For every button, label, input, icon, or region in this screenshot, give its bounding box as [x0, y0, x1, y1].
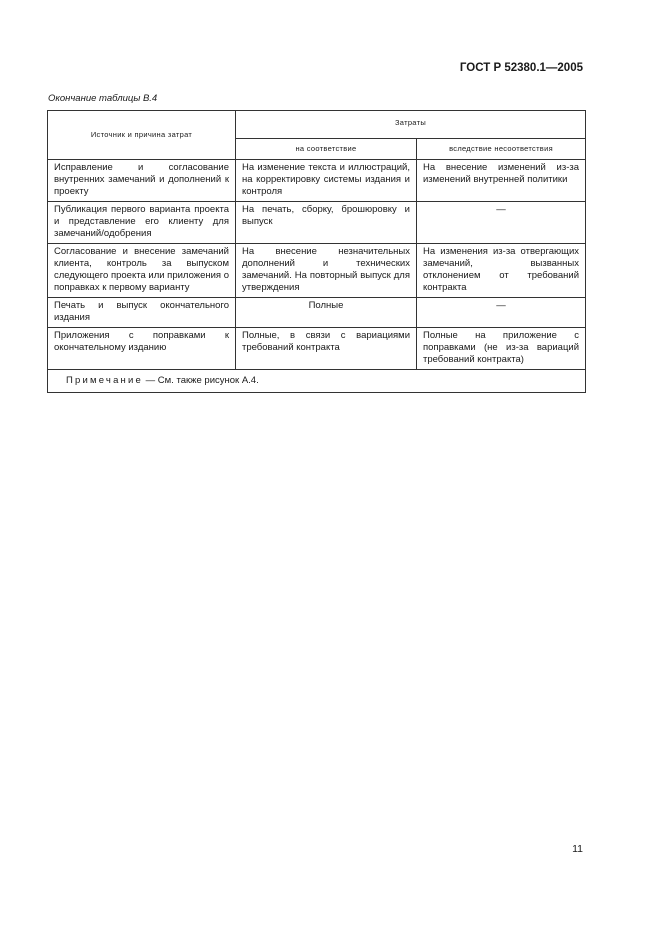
cell-nonconform: На изменения из-за отвергающих замечаний, вызванных отклонением от требований контракта: [417, 244, 586, 298]
header-nonconform: вследствие несоответствия: [417, 139, 586, 160]
costs-table: [47, 110, 586, 393]
table-caption: Окончание таблицы В.4: [48, 93, 158, 104]
cell-conform: Полные: [236, 298, 417, 328]
header-costs: Затраты: [236, 111, 586, 139]
note-text: — См. также рисунок А.4.: [143, 375, 259, 386]
cell-source: Печать и выпуск окончательного издания: [48, 298, 236, 328]
table-row: [48, 298, 586, 328]
note-label: Примечание: [66, 375, 143, 386]
cell-conform: На внесение незначительных дополнений и технических замечаний. На повторный выпуск для утверждения: [236, 244, 417, 298]
table-row: [48, 160, 586, 202]
table-row: [48, 328, 586, 370]
cell-conform: На печать, сборку, брошюровку и выпуск: [236, 202, 417, 244]
cell-conform: Полные, в связи с вариациями требований контракта: [236, 328, 417, 370]
table-row: [48, 244, 586, 298]
cell-source: Согласование и внесение замечаний клиента, контроль за выпуском следующего проекта или приложения о поправках к первому варианту: [48, 244, 236, 298]
table-row: [48, 202, 586, 244]
document-number: ГОСТ Р 52380.1—2005: [459, 62, 583, 74]
cell-conform: На изменение текста и иллюстраций, на корректировку системы издания и контроля: [236, 160, 417, 202]
table-note: [48, 370, 586, 393]
cell-source: Исправление и согласование внутренних замечаний и дополнений к проекту: [48, 160, 236, 202]
cell-source: Публикация первого варианта проекта и представление его клиенту для замечаний/одобрения: [48, 202, 236, 244]
cell-nonconform: На внесение изменений из-за изменений внутренней политики: [417, 160, 586, 202]
header-conform: на соответствие: [236, 139, 417, 160]
table-note-row: [48, 370, 586, 393]
cell-nonconform: —: [417, 202, 586, 244]
cell-nonconform: Полные на приложение с поправками (не из-за вариаций требований контракта): [417, 328, 586, 370]
cell-source: Приложения с поправками к окончательному изданию: [48, 328, 236, 370]
header-source: Источник и причина затрат: [48, 111, 236, 160]
page-number: 11: [572, 843, 583, 855]
cell-nonconform: —: [417, 298, 586, 328]
